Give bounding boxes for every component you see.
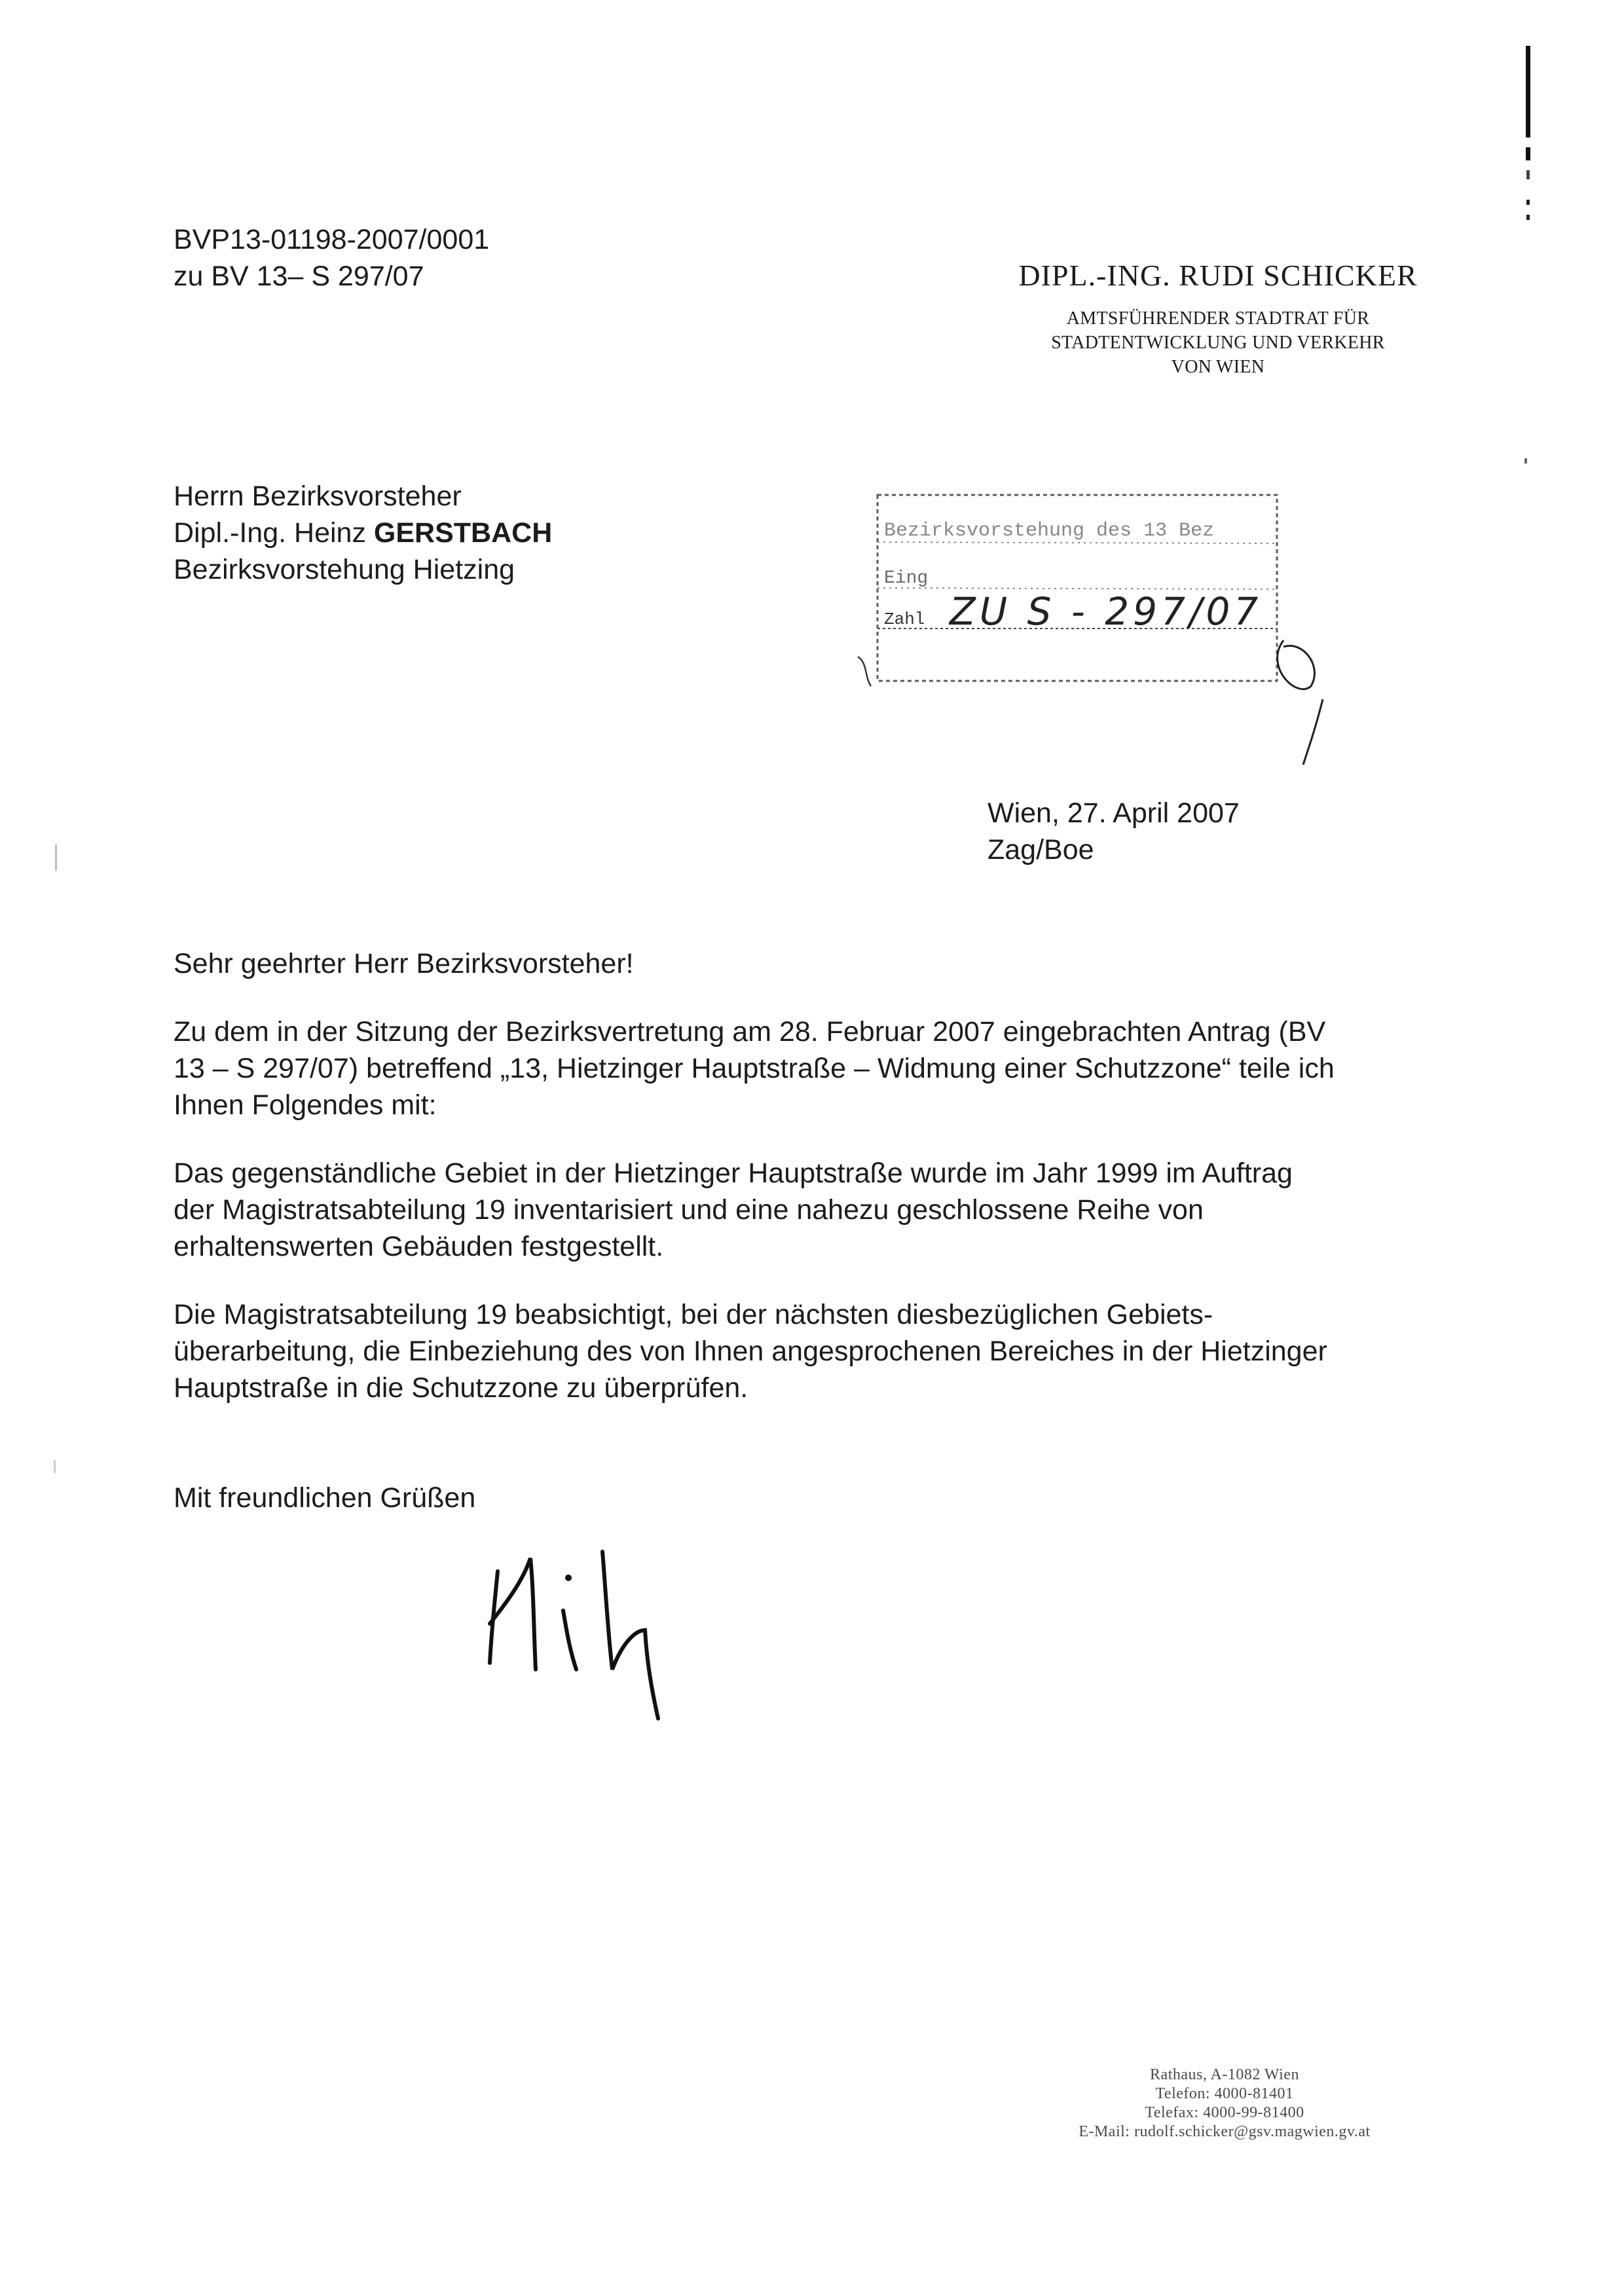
receipt-stamp [871, 490, 1293, 669]
reference-subject: zu BV 13– S 297/07 [174, 261, 424, 292]
closing: Mit freundlichen Grüßen [174, 1482, 476, 1514]
reference-initials: Zag/Boe [987, 834, 1094, 866]
recipient-title: Dipl.-Ing. Heinz [174, 517, 374, 549]
recipient-office: Bezirksvorstehung Hietzing [174, 554, 515, 585]
scan-speck [1524, 458, 1527, 464]
salutation: Sehr geehrter Herr Bezirksvorsteher! [174, 948, 634, 979]
stamp-number-label: Zahl [884, 610, 925, 629]
sender-title-line: AMTSFÜHRENDER STADTRAT FÜR [1066, 308, 1370, 329]
footer-fax: Telefax: 4000-99-81400 [1145, 2104, 1304, 2121]
stamp-handwritten-reference: ZU S - 297/07 [950, 589, 1263, 634]
stamp-initial-scribble [1303, 699, 1323, 765]
stamp-received-label: Eing [884, 568, 929, 589]
recipient-name-line [174, 515, 552, 551]
recipient-surname: GERSTBACH [373, 517, 553, 549]
reference-block [174, 221, 489, 295]
footer-contact [995, 2066, 1454, 2141]
scan-speck [55, 845, 57, 871]
sender-title-line: VON WIEN [1171, 357, 1265, 377]
handwritten-signature [471, 1532, 707, 1722]
paragraph-request: Zu dem in der Sitzung der Bezirksvertretung am 28. Februar 2007 eingebrachten Antrag (BV 13 – S 297/07) betreffend „13, Hietzinger Hauptstraße – Widmung einer Schutzzone“ teile ich Ihnen Folgendes mit: [174, 1016, 1335, 1121]
footer-address: Rathaus, A-1082 Wien [1150, 2066, 1299, 2083]
scan-edge-marks [1519, 46, 1539, 229]
footer-phone: Telefon: 4000-81401 [1155, 2085, 1294, 2102]
sender-name: DIPL.-ING. RUDI SCHICKER [1018, 259, 1418, 292]
date-block [987, 795, 1240, 868]
stamp-office-text: Bezirksvorstehung des 13 Bez [884, 520, 1215, 542]
paragraph-inventory: Das gegenständliche Gebiet in der Hietzinger Hauptstraße wurde im Jahr 1999 im Auftrag der Magistratsabteilung 19 inventarisiert und eine nahezu geschlossene Reihe von erhaltenswerten Gebäuden festgestellt. [174, 1157, 1293, 1262]
stamp-initial-scribble [1278, 640, 1315, 689]
recipient-address [174, 478, 552, 588]
stamp-margin-mark [858, 657, 871, 686]
letterhead [969, 257, 1467, 379]
place-date: Wien, 27. April 2007 [987, 797, 1240, 829]
scan-speck [54, 1460, 56, 1473]
sender-title [969, 306, 1467, 379]
footer-email: E-Mail: rudolf.schicker@gsv.magwien.gv.at [1079, 2123, 1371, 2140]
sender-title-line: STADTENTWICKLUNG UND VERKEHR [1051, 333, 1385, 353]
reference-number: BVP13-01198-2007/0001 [174, 224, 490, 255]
paragraph-intention: Die Magistratsabteilung 19 beabsichtigt, bei der nächsten diesbezüglichen Gebiets-überarbeitung, die Einbeziehung des von Ihnen angesprochenen Bereiches in der Hietzinger Hauptstraße in die Schutzzone zu überprüfen. [174, 1299, 1327, 1404]
stamp-divider [877, 542, 1277, 543]
recipient-salutation-line: Herrn Bezirksvorsteher [174, 481, 462, 512]
